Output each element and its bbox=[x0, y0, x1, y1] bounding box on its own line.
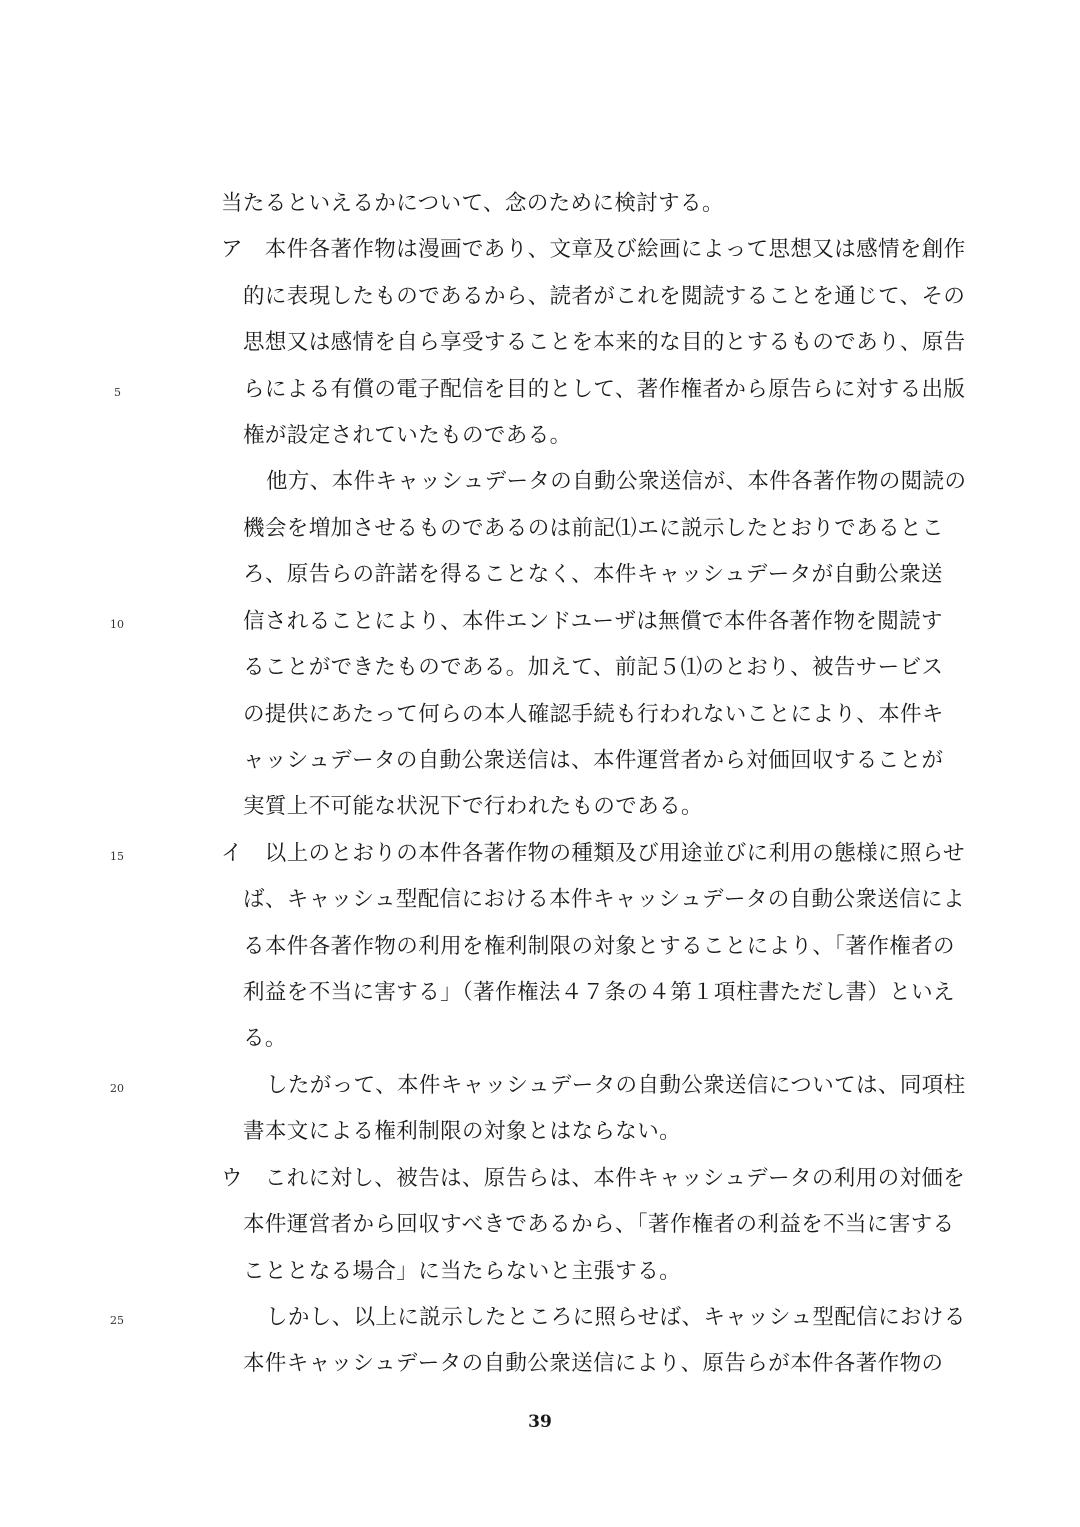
text-line: 本件キャッシュデータの自動公衆送信により、原告らが本件各著作物の bbox=[243, 1351, 944, 1376]
text-line: る本件各著作物の利用を権利制限の対象とすることにより、「著作権者の bbox=[243, 934, 955, 959]
text-line: の提供にあたって何らの本人確認手続も行われないことにより、本件キ bbox=[243, 702, 944, 727]
text-line: 他方、本件キャッシュデータの自動公衆送信が、本件各著作物の閲読の bbox=[266, 469, 967, 494]
text-line: 機会を増加させるものであるのは前記⑴エに説示したとおりであるとこ bbox=[243, 516, 944, 541]
line-number: 15 bbox=[110, 850, 124, 863]
text-line: 信されることにより、本件エンドユーザは無償で本件各著作物を閲読す bbox=[243, 609, 943, 634]
text-line: こととなる場合」に当たらないと主張する。 bbox=[243, 1259, 682, 1284]
text-line: 書本文による権利制限の対象とはならない。 bbox=[243, 1119, 682, 1144]
text-line: ば、キャッシュ型配信における本件キャッシュデータの自動公衆送信によ bbox=[243, 887, 965, 912]
text-line: ろ、原告らの許諾を得ることなく、本件キャッシュデータが自動公衆送 bbox=[243, 562, 943, 587]
text-line: らによる有償の電子配信を目的として、著作権者から原告らに対する出版 bbox=[243, 377, 966, 402]
text-line: 的に表現したものであるから、読者がこれを閲読することを通じて、その bbox=[243, 284, 966, 309]
text-line: 思想又は感情を自ら享受することを本来的な目的とするものであり、原告 bbox=[243, 330, 966, 355]
text-line: ア 本件各著作物は漫画であり、文章及び絵画によって思想又は感情を創作 bbox=[221, 237, 966, 262]
text-line: 実質上不可能な状況下で行われたものである。 bbox=[243, 794, 703, 819]
text-line: 利益を不当に害する」（著作権法４７条の４第１項柱書ただし書）といえ bbox=[243, 980, 955, 1005]
text-line: る。 bbox=[243, 1026, 287, 1051]
text-line: しかし、以上に説示したところに照らせば、キャッシュ型配信における bbox=[266, 1305, 966, 1330]
page-number: 39 bbox=[528, 1412, 552, 1432]
text-line: ャッシュデータの自動公衆送信は、本件運営者から対価回収することが bbox=[243, 748, 944, 773]
text-line: 本件運営者から回収すべきであるから、「著作権者の利益を不当に害する bbox=[243, 1212, 955, 1237]
line-number: 20 bbox=[110, 1082, 124, 1095]
text-line: イ 以上のとおりの本件各著作物の種類及び用途並びに利用の態様に照らせ bbox=[221, 841, 965, 866]
text-line: ウ これに対し、被告は、原告らは、本件キャッシュデータの利用の対価を bbox=[221, 1166, 966, 1191]
text-line: 権が設定されていたものである。 bbox=[243, 423, 572, 448]
text-line: ることができたものである。加えて、前記５⑴のとおり、被告サービス bbox=[243, 655, 944, 680]
text-line: したがって、本件キャッシュデータの自動公衆送信については、同項柱 bbox=[266, 1073, 966, 1098]
line-number: 5 bbox=[114, 386, 121, 399]
line-number: 10 bbox=[110, 618, 124, 631]
text-line: 当たるといえるかについて、念のために検討する。 bbox=[221, 191, 724, 216]
line-number: 25 bbox=[110, 1314, 124, 1327]
